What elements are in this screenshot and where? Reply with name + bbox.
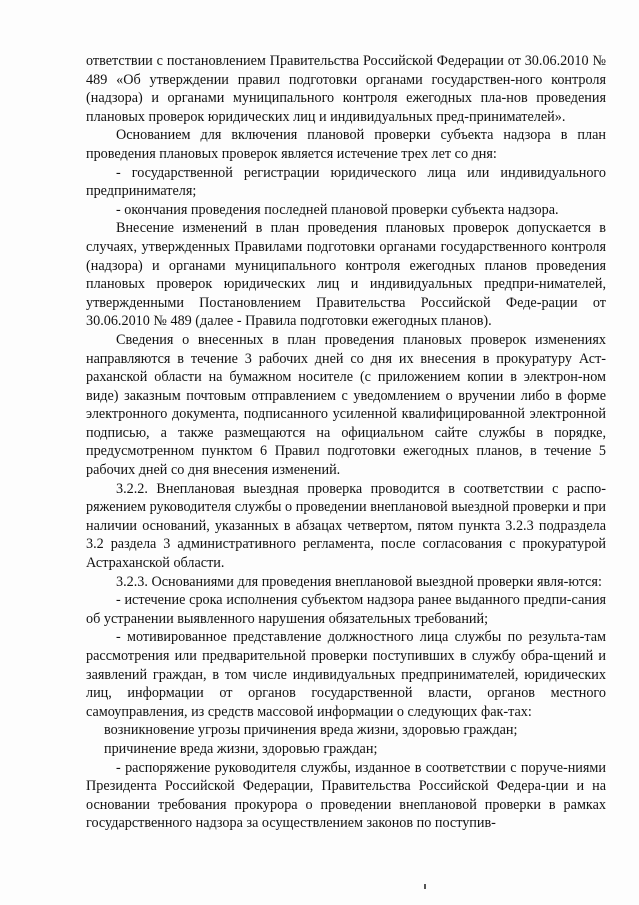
list-item-order: - распоряжение руководителя службы, изданное в соответствии с поруче-ниями Президента Российской Федерации, Правительства Российской Федера-ции и на основании требования прокурора о проведении внеплановой проверки в рамках государственного надзора за осуществлением законов по поступив-	[86, 759, 606, 832]
paragraph-changes-notification: Сведения о внесенных в план проведения плановых проверок изменениях направляются в течение 3 рабочих дней со дня их внесения в прокуратуру Аст-раханской области на бумажном носителе (с приложением копии в электрон-ном виде) заказным почтовым отправлением с уведомлением о вручении либо в форме электронного документа, подписанного усиленной квалифицированной электронной подписью, а также размещаются на официальном сайте службы в порядке, предусмотренном пунктом 6 Правил подготовки ежегодных планов, в течение 5 рабочих дней со дня внесения изменений.	[86, 331, 606, 479]
list-item-last-inspection: - окончания проведения последней плановой проверки субъекта надзора.	[116, 201, 559, 218]
paragraph-plan-changes: Внесение изменений в план проведения плановых проверок допускается в случаях, утвержденных Правилами подготовки органами государственного контроля (надзора) и органами муниципального контроля ежегодных планов проведения плановых проверок юридических лиц и индивидуальных предпри-нимателей, утвержденными Постановлением Правительства Российской Феде-рации от 30.06.2010 № 489 (далее - Правила подготовки ежегодных планов).	[86, 220, 606, 330]
list-item-threat: возникновение угрозы причинения вреда жизни, здоровью граждан;	[104, 722, 518, 739]
paragraph-planned-inspection-basis: Основанием для включения плановой проверки субъекта надзора в план проведения плановых проверок является истечение трех лет со дня:	[86, 127, 606, 162]
document-body	[86, 52, 606, 833]
paragraph-section-3-2-2: 3.2.2. Внеплановая выездная проверка проводится в соответствии с распо-ряжением руководителя службы о проведении внеплановой выездной проверки и при наличии оснований, указанных в абзацах четвертом, пятом пункта 3.2.3 подраздела 3.2 раздела 3 административного регламента, после согласования с прокуратурой Астраханской области.	[86, 480, 606, 572]
paragraph-continuation: ответствии с постановлением Правительства Российской Федерации от 30.06.2010 № 489 «Об утверждении правил подготовки органами государствен-ного контроля (надзора) и органами муниципального контроля ежегодных пла-нов проведения плановых проверок юридических лиц и индивидуальных пред-принимателей».	[86, 53, 606, 125]
list-item-motivated-submission: - мотивированное представление должностного лица службы по результа-там рассмотрения или предварительной проверки поступивших в службу обра-щений и заявлений граждан, в том числе индивидуальных предпринимателей, юридических лиц, информации от органов государственной власти, органов местного самоуправления, из средств массовой информации о следующих фак-тах:	[86, 629, 606, 720]
list-item-harm: причинение вреда жизни, здоровью граждан;	[104, 740, 378, 757]
list-item-registration: - государственной регистрации юридического лица или индивидуального предпринимателя;	[86, 164, 606, 200]
scan-mark	[424, 884, 426, 889]
list-item-prescription-expiry: - истечение срока исполнения субъектом надзора ранее выданного предпи-сания об устранении выявленного нарушения обязательных требований;	[86, 592, 606, 627]
paragraph-section-3-2-3: 3.2.3. Основаниями для проведения внеплановой выездной проверки явля-ются:	[116, 573, 602, 590]
